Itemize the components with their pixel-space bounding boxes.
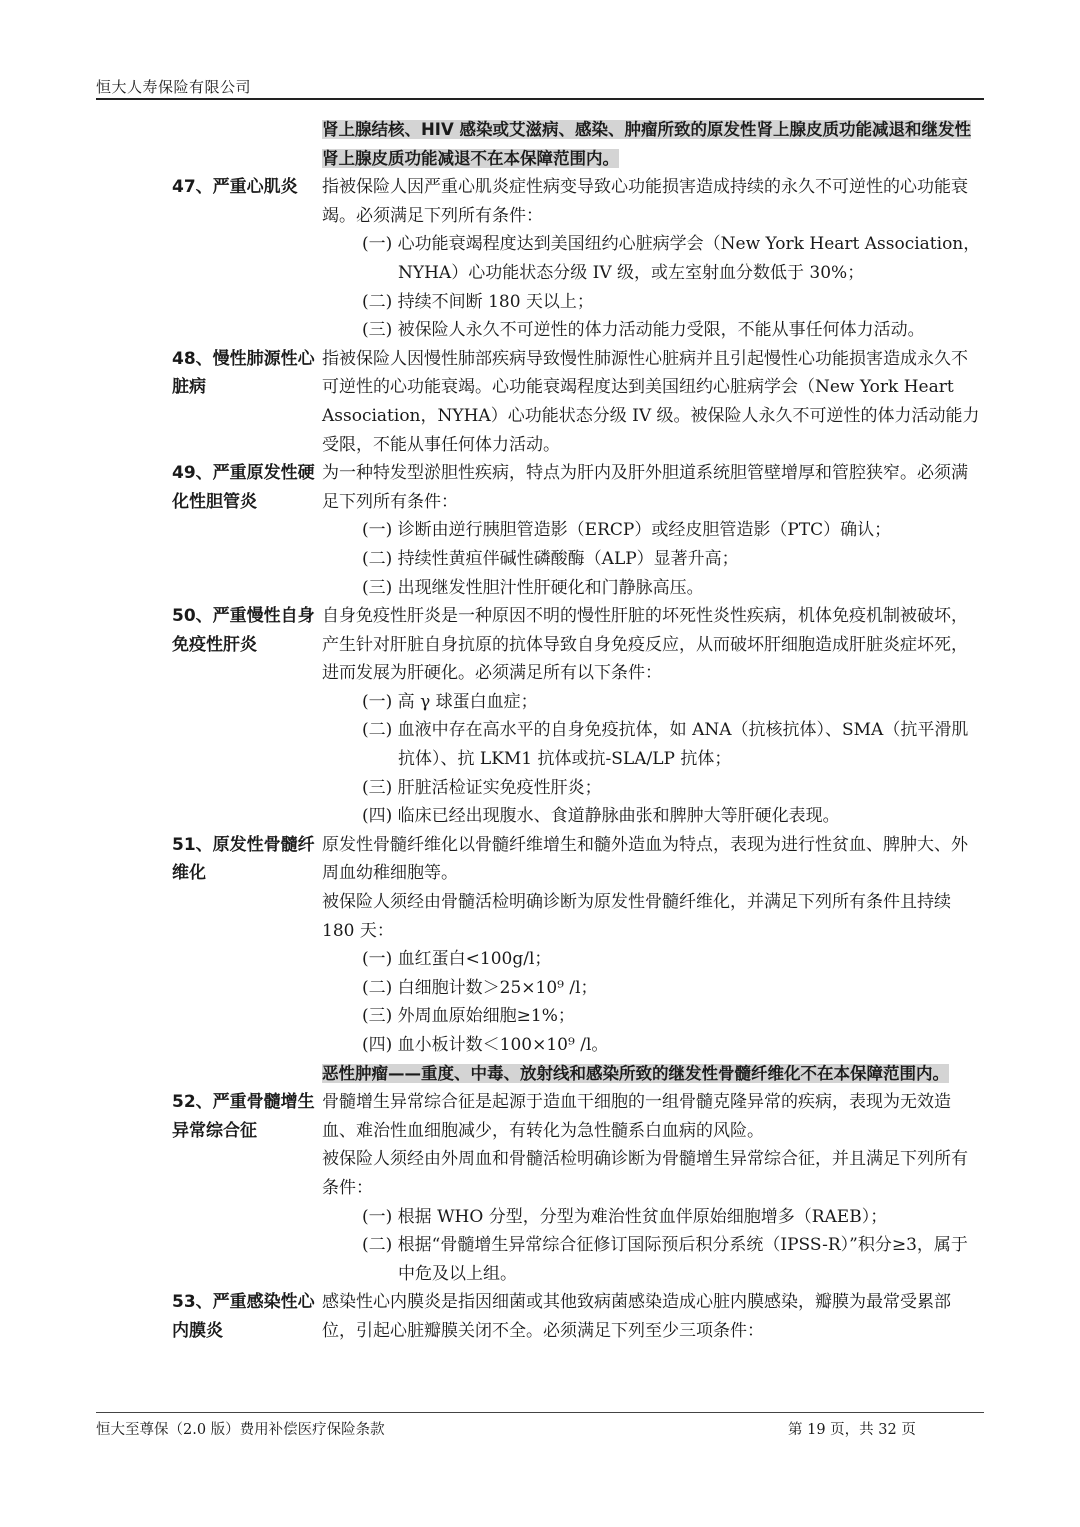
desc-51-criteria: 被保险人须经由骨髓活检明确诊断为原发性骨髓纤维化，并满足下列所有条件且持续 180 天：	[322, 892, 951, 941]
condition-49-3: (三) 出现继发性胆汁性肝硬化和门静脉高压。	[362, 577, 704, 598]
condition-50-3: (三) 肝脏活检证实免疫性肝炎；	[362, 777, 602, 798]
desc-52: 骨髓增生异常综合征是起源于造血干细胞的一组骨髓克隆异常的疾病，表现为无效造血、难治性血细胞减少，有转化为急性髓系白血病的风险。	[322, 1092, 951, 1141]
term-51: 51、原发性骨髓纤维化	[172, 834, 315, 884]
desc-47: 指被保险人因严重心肌炎症性病变导致心功能损害造成持续的永久不可逆性的心功能衰竭。必须满足下列所有条件：	[322, 177, 968, 226]
desc-50: 自身免疫性肝炎是一种原因不明的慢性肝脏的坏死性炎性疾病，机体免疫机制被破坏，产生针对肝脏自身抗原的抗体导致自身免疫反应，从而破坏肝细胞造成肝脏炎症坏死，进而发展为肝硬化。必须满足所有以下条件：	[322, 606, 968, 684]
clause-content	[0, 116, 1080, 1346]
header-divider	[96, 98, 984, 100]
condition-49-2: (二) 持续性黄疸伴碱性磷酸酶（ALP）显著升高；	[362, 548, 739, 569]
condition-49-1: (一) 诊断由逆行胰胆管造影（ERCP）或经皮胆管造影（PTC）确认；	[362, 520, 892, 541]
condition-52-2: (二) 根据“骨髓增生异常综合征修订国际预后积分系统（IPSS-R）”积分≥3，属于中危及以上组。	[362, 1235, 968, 1284]
desc-51: 原发性骨髓纤维化以骨髓纤维增生和髓外造血为特点，表现为进行性贫血、脾肿大、外周血幼稚细胞等。	[322, 834, 968, 884]
condition-52-1: (一) 根据 WHO 分型，分型为难治性贫血伴原始细胞增多（RAEB）；	[362, 1206, 888, 1227]
footer-product: 恒大至尊保（2.0 版）费用补偿医疗保险条款	[96, 1422, 385, 1438]
condition-51-2: (二) 白细胞计数＞25×10⁹ /l；	[362, 977, 598, 998]
term-49: 49、严重原发性硬化性胆管炎	[172, 463, 315, 512]
condition-51-4: (四) 血小板计数＜100×10⁹ /l。	[362, 1035, 609, 1055]
term-52: 52、严重骨髓增生异常综合征	[172, 1092, 315, 1141]
clause-53	[0, 1288, 1080, 1345]
condition-47-3: (三) 被保险人永久不可逆性的体力活动能力受限，不能从事任何体力活动。	[362, 320, 925, 341]
term-47: 47、严重心肌炎	[172, 177, 298, 198]
condition-51-1: (一) 血红蛋白<100g/l；	[362, 949, 552, 970]
clause-50	[0, 602, 1080, 831]
clause-48	[0, 345, 1080, 459]
desc-48: 指被保险人因慢性肺部疾病导致慢性肺源性心脏病并且引起慢性心功能损害造成永久不可逆性的心功能衰竭。心功能衰竭程度达到美国纽约心脏病学会（New York Heart Association，NYHA）心功能状态分级 IV 级。被保险人永久不可逆性的体力活动能力受限，不能从事任何体力活动。	[322, 348, 980, 455]
desc-53: 感染性心内膜炎是指因细菌或其他致病菌感染造成心脏内膜感染，瓣膜为最常受累部位，引起心脏瓣膜关闭不全。必须满足下列至少三项条件：	[322, 1292, 951, 1341]
clause-47	[0, 173, 1080, 345]
condition-50-1: (一) 高 γ 球蛋白血症；	[362, 691, 538, 712]
condition-50-2: (二) 血液中存在高水平的自身免疫抗体，如 ANA（抗核抗体）、SMA（抗平滑肌抗体）、抗 LKM1 抗体或抗-SLA/LP 抗体；	[362, 720, 969, 770]
clause-51	[0, 831, 1080, 1088]
condition-51-3: (三) 外周血原始细胞≥1%；	[362, 1006, 575, 1027]
term-53: 53、严重感染性心内膜炎	[172, 1292, 315, 1341]
term-48: 48、慢性肺源性心脏病	[172, 348, 315, 398]
clause-49	[0, 459, 1080, 602]
footer-page-number: 第 19 页，共 32 页	[788, 1422, 916, 1438]
condition-47-1: (一) 心功能衰竭程度达到美国纽约心脏病学会（New York Heart Association，NYHA）心功能状态分级 IV 级，或左室射血分数低于 30%；	[362, 234, 981, 283]
intro-row	[0, 116, 1080, 173]
intro-exclusion: 肾上腺结核、HIV 感染或艾滋病、感染、肿瘤所致的原发性肾上腺皮质功能减退和继发性肾上腺皮质功能减退不在本保障范围内。	[322, 120, 971, 168]
condition-50-4: (四) 临床已经出现腹水、食道静脉曲张和脾肿大等肝硬化表现。	[362, 806, 840, 827]
company-header: 恒大人寿保险有限公司	[96, 78, 252, 96]
desc-52-criteria: 被保险人须经由外周血和骨髓活检明确诊断为骨髓增生异常综合征，并且满足下列所有条件：	[322, 1149, 968, 1198]
exclusion-51: 恶性肿瘤——重度、中毒、放射线和感染所致的继发性骨髓纤维化不在本保障范围内。	[322, 1063, 949, 1083]
clause-52	[0, 1088, 1080, 1288]
desc-49: 为一种特发型淤胆性疾病，特点为肝内及肝外胆道系统胆管壁增厚和管腔狭窄。必须满足下列所有条件：	[322, 463, 968, 512]
term-50: 50、严重慢性自身免疫性肝炎	[172, 606, 315, 655]
footer-divider	[96, 1412, 984, 1413]
condition-47-2: (二) 持续不间断 180 天以上；	[362, 291, 594, 312]
